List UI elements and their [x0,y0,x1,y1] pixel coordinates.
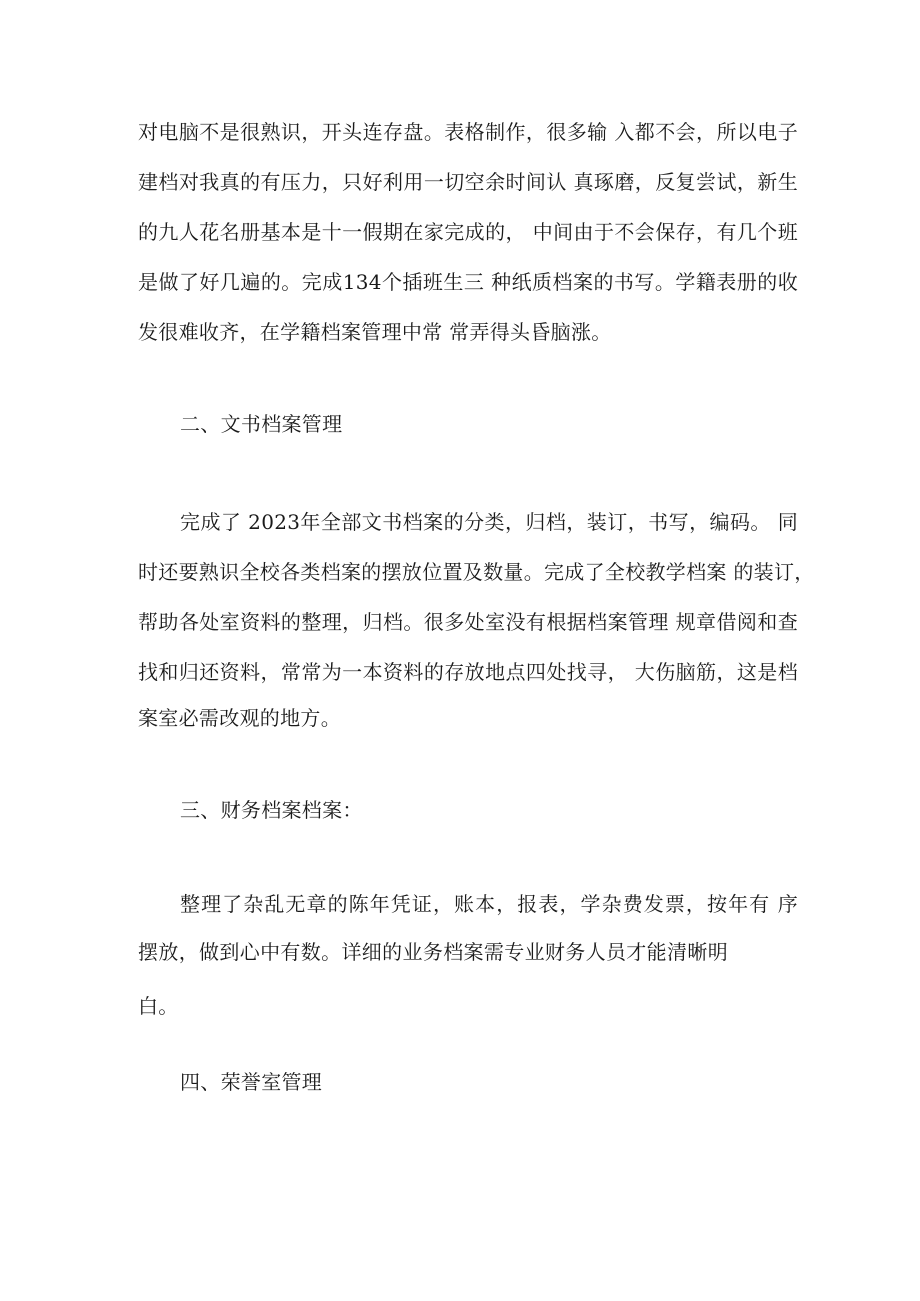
section-heading: 二、文书档案管理 [180,412,343,436]
paragraph-line: 帮助各处室资料的整理，归档。很多处室没有根据档案管理 规章借阅和查 [138,610,798,634]
section-heading: 四、荣誉室管理 [180,1070,323,1094]
paragraph-line: 案室必需改观的地方。 [138,706,341,730]
paragraph-line: 发很难收齐，在学籍档案管理中常 常弄得头昏脑涨。 [138,320,612,344]
paragraph-line: 找和归还资料，常常为一本资料的存放地点四处找寻， 大伤脑筋，这是档 [138,660,798,684]
paragraph-line: 摆放，做到心中有数。详细的业务档案需专业财务人员才能清晰明 [138,940,728,964]
paragraph-line: 时还要熟识全校各类档案的摆放位置及数量。完成了全校教学档案 的装订， [138,560,815,584]
paragraph-line: 对电脑不是很熟识，开头连存盘。表格制作，很多输 入都不会，所以电子 [138,120,798,144]
section-heading: 三、财务档案档案： [180,798,363,822]
paragraph-line: 建档对我真的有压力，只好利用一切空余时间认 真琢磨，反复尝试，新生 [138,170,798,194]
paragraph-line: 的九人花名册基本是十一假期在家完成的， 中间由于不会保存，有几个班 [138,220,798,244]
paragraph-line: 白。 [138,994,179,1018]
paragraph-line: 是做了好几遍的。完成134个插班生三 种纸质档案的书写。学籍表册的收 [138,270,798,294]
paragraph-line: 完成了 2023年全部文书档案的分类，归档，装订，书写，编码。 同 [180,510,798,534]
paragraph-line: 整理了杂乱无章的陈年凭证，账本，报表，学杂费发票，按年有 序 [180,892,798,916]
